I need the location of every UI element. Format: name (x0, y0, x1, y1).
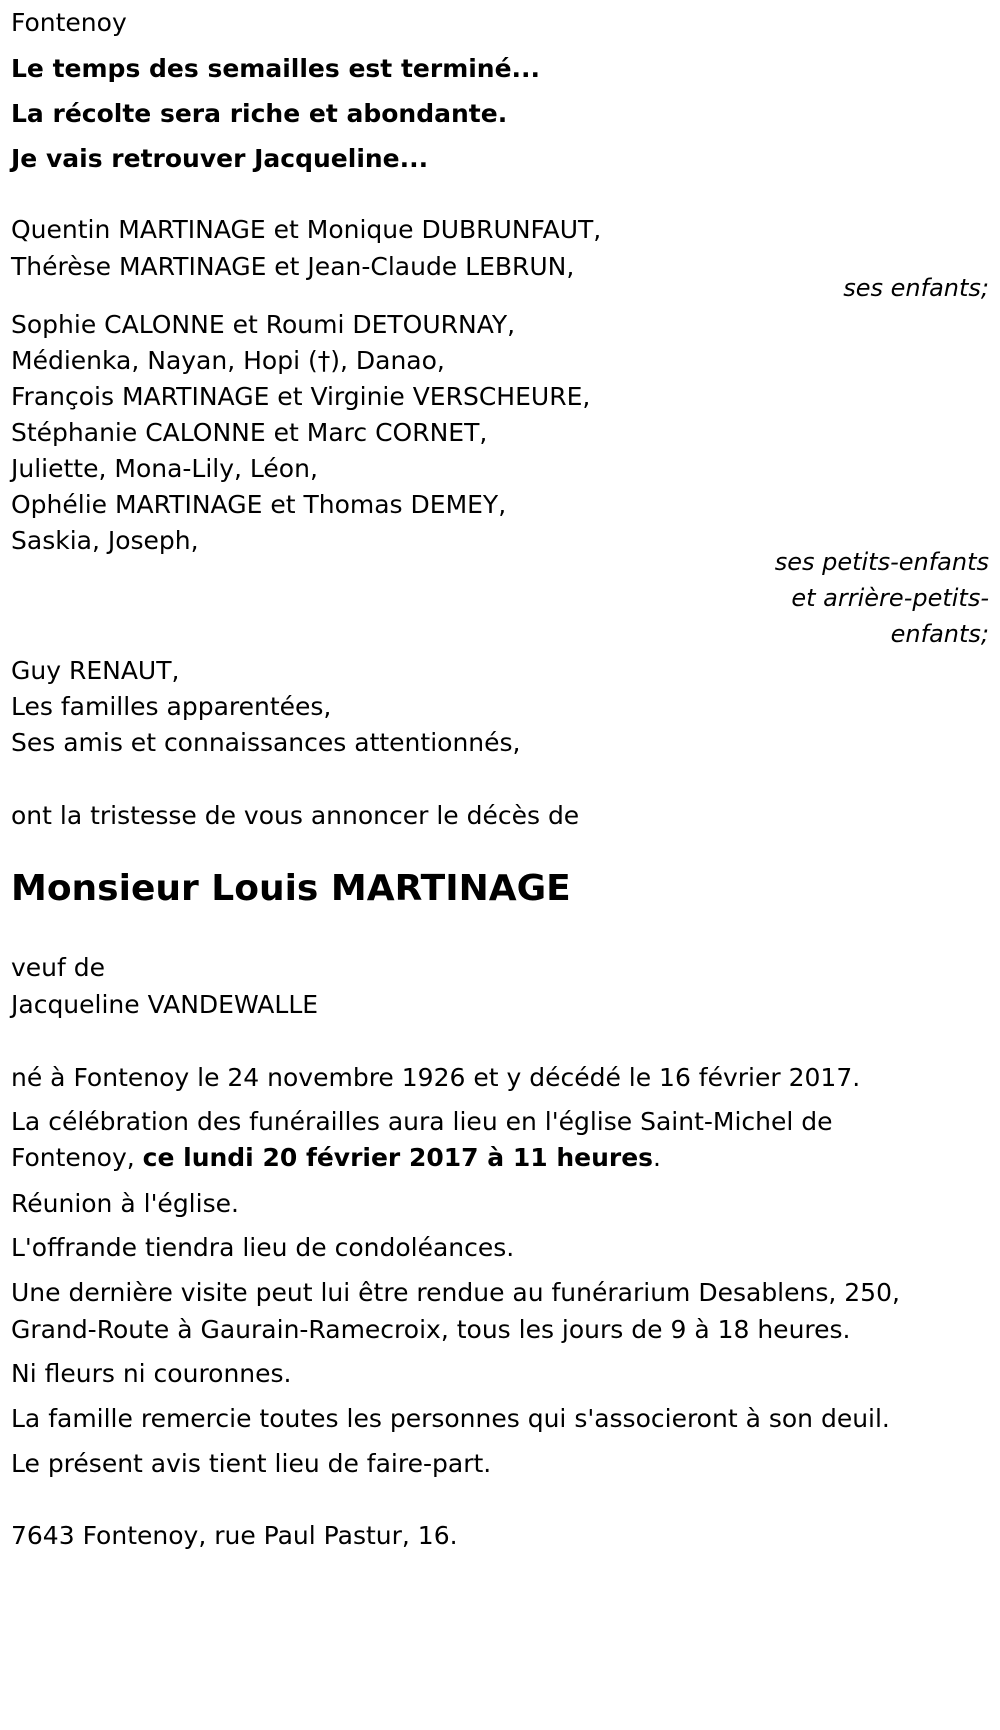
others-line-2: Les familles apparentées, (11, 692, 332, 721)
funeral-line-1: La célébration des funérailles aura lieu en l'église Saint-Michel de (11, 1107, 833, 1136)
offering: L'offrande tiendra lieu de condoléances. (11, 1233, 515, 1262)
no-flowers: Ni fleurs ni couronnes. (11, 1359, 292, 1388)
notice: Le présent avis tient lieu de faire-part. (11, 1449, 492, 1478)
location-header: Fontenoy (11, 8, 127, 37)
deceased-name: Monsieur Louis MARTINAGE (11, 868, 571, 909)
children-label: ses enfants; (843, 274, 989, 302)
funeral-suffix: . (653, 1143, 661, 1172)
spouse-name: Jacqueline VANDEWALLE (11, 990, 319, 1019)
poem-line-1: Le temps des semailles est terminé... (11, 54, 541, 83)
children-line-1: Quentin MARTINAGE et Monique DUBRUNFAUT, (11, 215, 602, 244)
others-line-1: Guy RENAUT, (11, 656, 180, 685)
grandchildren-line-5: Juliette, Mona-Lily, Léon, (11, 454, 318, 483)
grandchildren-label-2: et arrière-petits- (791, 584, 989, 612)
birth-death: né à Fontenoy le 24 novembre 1926 et y décédé le 16 février 2017. (11, 1063, 861, 1092)
grandchildren-label-1: ses petits-enfants (774, 548, 989, 576)
funeral-date: ce lundi 20 février 2017 à 11 heures (142, 1143, 654, 1172)
others-line-3: Ses amis et connaissances attentionnés, (11, 728, 521, 757)
grandchildren-line-1: Sophie CALONNE et Roumi DETOURNAY, (11, 310, 516, 339)
funeral-line-2 (11, 1143, 989, 1172)
children-line-2: Thérèse MARTINAGE et Jean-Claude LEBRUN, (11, 252, 575, 281)
grandchildren-line-3: François MARTINAGE et Virginie VERSCHEURE, (11, 382, 591, 411)
visit-line-2: Grand-Route à Gaurain-Ramecroix, tous les jours de 9 à 18 heures. (11, 1315, 851, 1344)
funeral-prefix: Fontenoy, (11, 1143, 143, 1172)
grandchildren-line-4: Stéphanie CALONNE et Marc CORNET, (11, 418, 488, 447)
visit-line-1: Une dernière visite peut lui être rendue au funérarium Desablens, 250, (11, 1278, 900, 1307)
poem-line-2: La récolte sera riche et abondante. (11, 99, 508, 128)
grandchildren-label-3: enfants; (890, 620, 989, 648)
grandchildren-line-6: Ophélie MARTINAGE et Thomas DEMEY, (11, 490, 507, 519)
address: 7643 Fontenoy, rue Paul Pastur, 16. (11, 1521, 458, 1550)
widower-of-label: veuf de (11, 953, 106, 982)
thanks: La famille remercie toutes les personnes qui s'associeront à son deuil. (11, 1404, 890, 1433)
poem-line-3: Je vais retrouver Jacqueline... (11, 144, 429, 173)
grandchildren-line-7: Saskia, Joseph, (11, 526, 199, 555)
meeting: Réunion à l'église. (11, 1189, 239, 1218)
grandchildren-line-2: Médienka, Nayan, Hopi (†), Danao, (11, 346, 445, 375)
announcement: ont la tristesse de vous annoncer le décès de (11, 801, 580, 830)
